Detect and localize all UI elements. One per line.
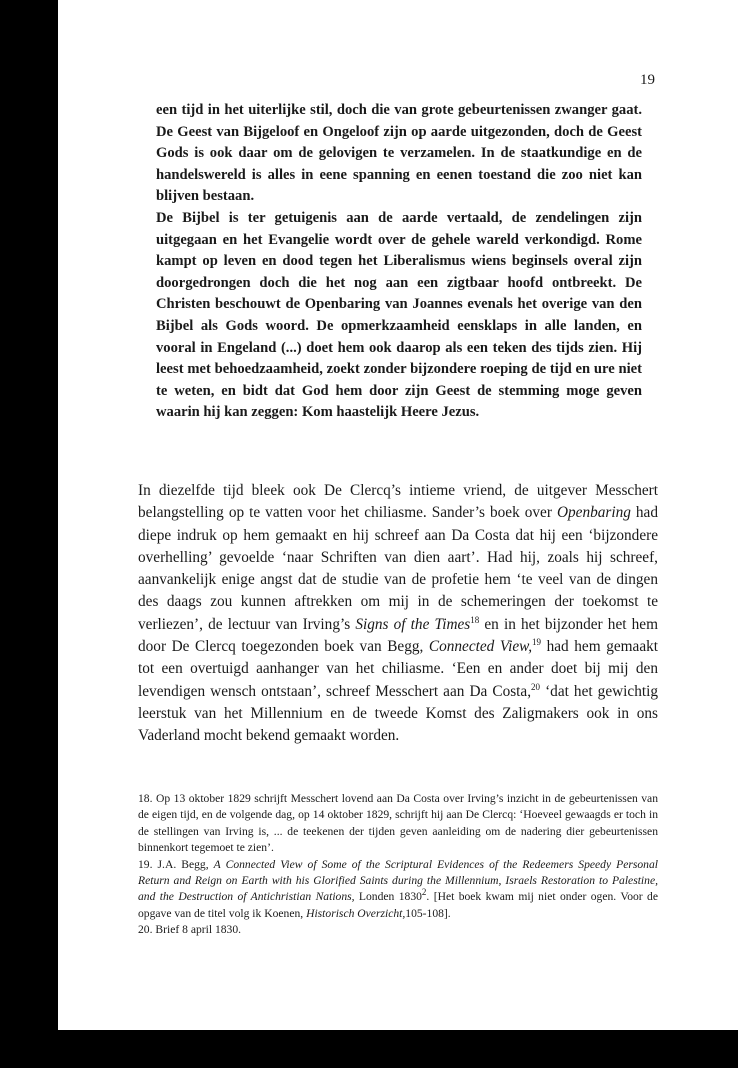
quote-paragraph-2: De Bijbel is ter getuigenis aan de aarde vertaald, de zendelingen zijn uitgegaan en het Evangelie wordt over de gehele wareld verkondigd. Rome kampt op leven en dood tegen het Liberalismus wiens beginsels overal zijn doorgedrongen doch die het nog aan een zigtbaar hoofd ontbreekt. De Christen beschouwt de Openbaring van Joannes evenals het overige van den Bijbel als Gods woord. De opmerkzaamheid eensklaps in alle landen, en vooral in Engeland (...) doet hem ook daarop als een teken des tijds zien. Hij leest met behoedzaamheid, zoekt zonder bijzondere roeping de tijd en ure niet te weten, en bidt dat God hem door zijn Geest de stemming moge geven waarin hij kan zeggen: Kom haastelijk Heere Jezus. <box>156 209 642 421</box>
footnote-19 <box>138 857 658 923</box>
edition-superscript: 2 <box>421 887 427 898</box>
footnote-text: Op 13 oktober 1829 schrijft Messchert lovend aan Da Costa over Irving’s inzicht in de gebeurtenissen van de eigen tijd, en de volgende dag, op 14 oktober 1829, schrijft hij aan De Clercq: ‘Hoeveel gewaagds er toch in de stellingen van Irving is, ... de teekenen der tijden geven aanleiding om de nadering dier gebeurtenissen binnenkort tegemoet te zien’. <box>138 792 658 855</box>
body-text-segment: en in het bijzonder het hem door De Clercq toegezonden boek van Begg, <box>138 615 658 656</box>
footnote-text: . [Het boek kwam mij niet onder ogen. Voor de opgave van de titel volg ik Koenen, <box>138 890 658 920</box>
footnotes <box>138 791 658 939</box>
page-number: 19 <box>640 72 655 88</box>
block-quote <box>156 100 642 424</box>
footnote-ref-20: 20 <box>531 681 541 692</box>
footnote-ref-19: 19 <box>532 636 542 647</box>
body-text-segment: ‘dat het gewichtig leerstuk van het Millennium en de tweede Komst des Zaligmakers ook in ons Vaderland mocht bekend gemaakt worden. <box>138 682 658 745</box>
footnote-number: 19. <box>138 857 153 871</box>
footnote-text: Londen 1830 <box>354 890 422 904</box>
body-text-segment: In diezelfde tijd bleek ook De Clercq’s intieme vriend, de uitgever Messchert belangstelling op te vatten voor het chiliasme. Sander’s boek over <box>138 482 658 522</box>
body-paragraph <box>138 480 658 748</box>
body-text-segment: had diepe indruk op hem gemaakt en hij schreef aan Da Costa dat hij een ‘bijzondere overhelling’ gevoelde ‘naar Schriften van dien aart’. Had hij, zoals hij schreef, aanvankelijk enige angst dat de studie van de profetie hem ‘te veel van de dingen des daags zou kunnen aftrekken om mij in de schemeringen der toekomst te verliezen’, de lectuur van Irving’s <box>138 504 658 633</box>
italic-book-title: A Connected View of Some of the Scriptural Evidences of the Redeemers Speedy Personal Return and Reign on Earth with his Glorified Saints during the Millennium, Israels Restoration to Palestine, and the Destruction of Antichristian Nations, <box>138 857 658 904</box>
footnote-text: J.A. Begg, <box>152 857 214 871</box>
scan-border-bottom <box>0 1030 738 1068</box>
scan-border-left <box>0 0 58 1068</box>
italic-reference-title: Historisch Overzicht, <box>306 906 406 920</box>
footnote-text: 105-108]. <box>405 906 451 920</box>
italic-title-connected-view: Connected View, <box>428 638 533 656</box>
italic-title-openbaring: Openbaring <box>556 504 631 522</box>
footnote-20 <box>138 922 658 938</box>
footnote-text: Brief 8 april 1830. <box>152 923 242 937</box>
footnote-number: 18. <box>138 792 153 805</box>
body-text-segment: had hem gemaakt tot een overtuigd aanhanger van het chiliasme. ‘Een en ander doet bij mij den levendigen wensch ontstaan’, schreef Messchert aan Da Costa, <box>138 638 659 700</box>
italic-title-signs-of-the-times: Signs of the Times <box>355 615 471 633</box>
quote-paragraph-1: een tijd in het uiterlijke stil, doch die van grote gebeurtenissen zwanger gaat. De Geest van Bijgeloof en Ongeloof zijn op aarde uitgezonden, doch de Geest Gods is ook daar om de gelovigen te verzamelen. In de staatkundige en de handelswereld is alles in eene spanning en eenen toestand die zoo niet kan blijven bestaan. <box>156 102 642 205</box>
footnote-ref-18: 18 <box>470 614 480 625</box>
footnote-18 <box>138 791 658 857</box>
footnote-number: 20. <box>138 923 153 937</box>
